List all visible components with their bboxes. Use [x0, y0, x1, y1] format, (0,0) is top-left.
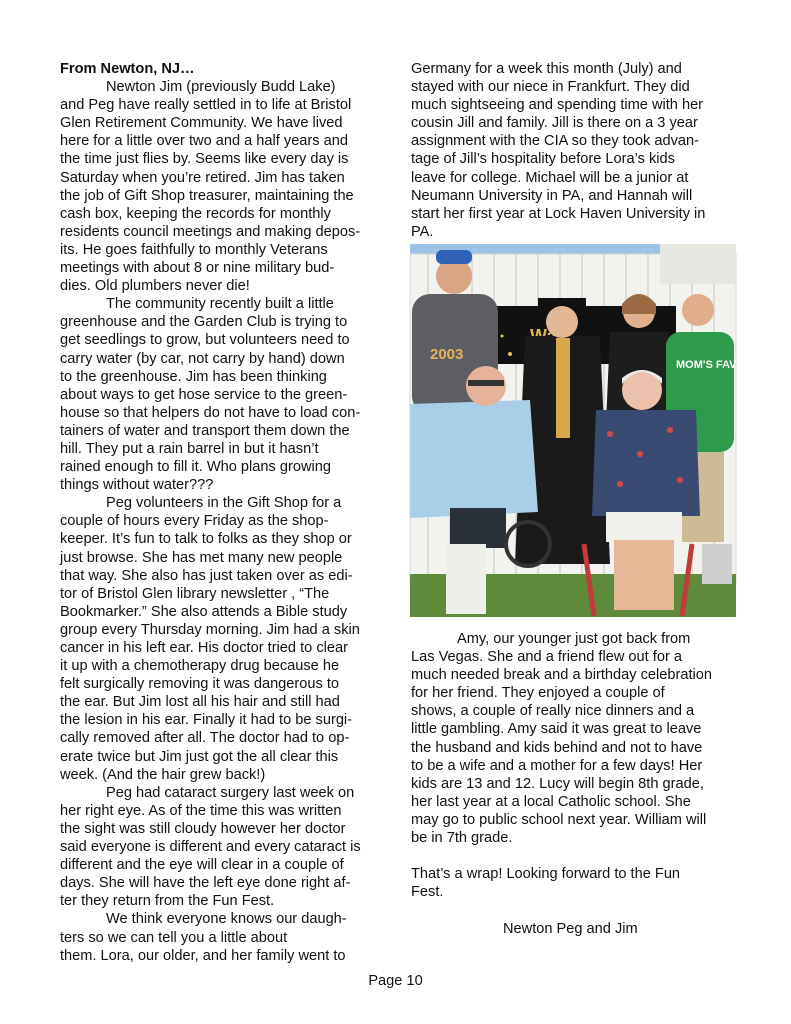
- text-line: and Peg have really settled in to life at Bristol: [60, 97, 352, 114]
- right-column-text-bottom: [411, 630, 739, 920]
- text-line: for her friend. They enjoyed a couple of: [411, 685, 665, 702]
- shirt-text-right: MOM'S FAVORITE: [676, 359, 771, 371]
- text-line: assignment with the CIA so they took advan-: [411, 133, 699, 150]
- text-line: residents council meetings and making depos-: [60, 223, 361, 240]
- text-line: ter they return from the Fun Fest.: [60, 893, 275, 910]
- text-line: Peg had cataract surgery last week on: [106, 784, 355, 801]
- text-line: tage of Jill’s hospitality before Lora’s kids: [411, 151, 675, 168]
- left-column: [60, 60, 386, 965]
- text-line: Newton Jim (previously Budd Lake): [106, 79, 336, 96]
- text-line: [411, 847, 739, 865]
- text-line: about ways to get hose service to the green-: [60, 386, 348, 403]
- text-line: group every Thursday morning. Jim had a skin: [60, 621, 360, 638]
- text-line: Glen Retirement Community. We have lived: [60, 115, 343, 132]
- text-line: erate twice but Jim just got the all clear this: [60, 748, 339, 765]
- text-line: tainers of water and transport them down the: [60, 422, 350, 439]
- left-column-text: [60, 78, 386, 965]
- text-line: PA.: [411, 223, 434, 240]
- text-line: Germany for a week this month (July) and: [411, 61, 682, 77]
- text-line: them. Lora, our older, and her family went to: [60, 947, 346, 964]
- text-line: felt surgically removing it was dangerous to: [60, 676, 340, 693]
- text-line: that way. She also has just taken over as edi-: [60, 567, 353, 584]
- text-line: leave for college. Michael will be a junior at: [411, 169, 689, 186]
- text-line: her last year at a local Catholic school. She: [411, 793, 691, 810]
- text-line: tor of Bristol Glen library newsletter , “The: [60, 585, 330, 602]
- text-line: carry water (by car, not carry by hand) down: [60, 350, 345, 367]
- text-line: shows, a couple of really nice dinners and a: [411, 703, 695, 720]
- text-line: greenhouse and the Garden Club is trying to: [60, 314, 348, 331]
- text-line: couple of hours every Friday as the shop-: [60, 513, 329, 530]
- text-line: different and the eye will clear in a couple of: [60, 857, 344, 874]
- text-line: Neumann University in PA, and Hannah will: [411, 187, 693, 204]
- text-line: the time just flies by. Seems like every day is: [60, 151, 349, 168]
- text-line: may go to public school next year. William will: [411, 811, 707, 828]
- text-line: its. He goes faithfully to monthly Veterans: [60, 241, 328, 258]
- text-line: stayed with our niece in Frankfurt. They did: [411, 79, 690, 96]
- page-number: Page 10: [368, 973, 423, 989]
- text-line: the ear. But Jim lost all his hair and still had: [60, 694, 340, 711]
- family-graduation-photo: [410, 244, 771, 617]
- text-line: house so that helpers do not have to load con-: [60, 404, 361, 421]
- text-line: get seedlings to grow, but volunteers need to: [60, 332, 350, 349]
- text-line: Bookmarker.” She also attends a Bible study: [60, 603, 348, 620]
- text-line: to be a wife and a mother for a few days! Her: [411, 757, 703, 774]
- text-line: the husband and kids behind and not to have: [411, 739, 703, 756]
- text-line: cally removed after all. The doctor had to op-: [60, 730, 350, 747]
- text-line: meetings with about 8 or nine military bud-: [60, 260, 335, 277]
- text-line: cousin Jill and family. Jill is there on a 3 year: [411, 115, 698, 132]
- text-line: the sight was still cloudy however her doctor: [60, 820, 346, 837]
- text-line: hill. They put a rain barrel in but it hasn’t: [60, 440, 319, 457]
- text-line: Amy, our younger just got back from: [457, 631, 691, 647]
- text-line: the lesion in his ear. Finally it had to be surgi-: [60, 712, 353, 729]
- text-line: much needed break and a birthday celebration: [411, 667, 712, 684]
- text-line: said everyone is different and every cataract is: [60, 839, 361, 856]
- text-line: kids are 13 and 12. Lucy will begin 8th grade,: [411, 775, 704, 792]
- text-line: rained enough to fill it. Who plans growing: [60, 459, 331, 476]
- text-line: much sightseeing and spending time with her: [411, 97, 704, 114]
- text-line: cancer in his left ear. His doctor tried to clear: [60, 640, 348, 656]
- text-line: Saturday when you’re retired. Jim has taken: [60, 169, 345, 186]
- signature: Newton Peg and Jim: [503, 920, 638, 937]
- right-column-top: [411, 60, 739, 241]
- text-line: be in 7th grade.: [411, 830, 513, 847]
- text-line: days. She will have the left eye done right af-: [60, 875, 351, 892]
- text-line: things without water???: [60, 477, 214, 494]
- text-line: week. (And the hair grew back!): [60, 766, 266, 783]
- text-line: Las Vegas. She and a friend flew out for a: [411, 649, 682, 666]
- right-column-bottom: [411, 630, 739, 938]
- text-line: The community recently built a little: [106, 296, 334, 313]
- text-line: keeper. It’s fun to talk to folks as they shop or: [60, 531, 352, 548]
- text-line: little gambling. Amy said it was great to leave: [411, 721, 702, 738]
- article-heading: From Newton, NJ…: [60, 61, 195, 77]
- text-line: ters so we can tell you a little about: [60, 929, 288, 946]
- text-line: cash box, keeping the records for monthly: [60, 205, 331, 222]
- text-line: her right eye. As of the time this was written: [60, 802, 342, 819]
- text-line: to the greenhouse. Jim has been thinking: [60, 368, 327, 385]
- text-line: We think everyone knows our daugh-: [106, 911, 347, 928]
- right-column-text-top: [411, 60, 739, 241]
- text-line: start her first year at Lock Haven University in: [411, 205, 706, 222]
- text-line: here for a little over two and a half years and: [60, 133, 348, 150]
- text-line: dies. Old plumbers never die!: [60, 278, 250, 295]
- text-line: Peg volunteers in the Gift Shop for a: [106, 495, 342, 512]
- text-line: Fest.: [411, 884, 444, 901]
- text-line: it up with a chemotherapy drug because he: [60, 658, 340, 675]
- text-line: the job of Gift Shop treasurer, maintaining the: [60, 187, 354, 204]
- text-line: [411, 901, 739, 919]
- text-line: That’s a wrap! Looking forward to the Fun: [411, 866, 681, 883]
- shirt-text: 2003: [430, 346, 464, 363]
- text-line: just browse. She has met many new people: [60, 549, 343, 566]
